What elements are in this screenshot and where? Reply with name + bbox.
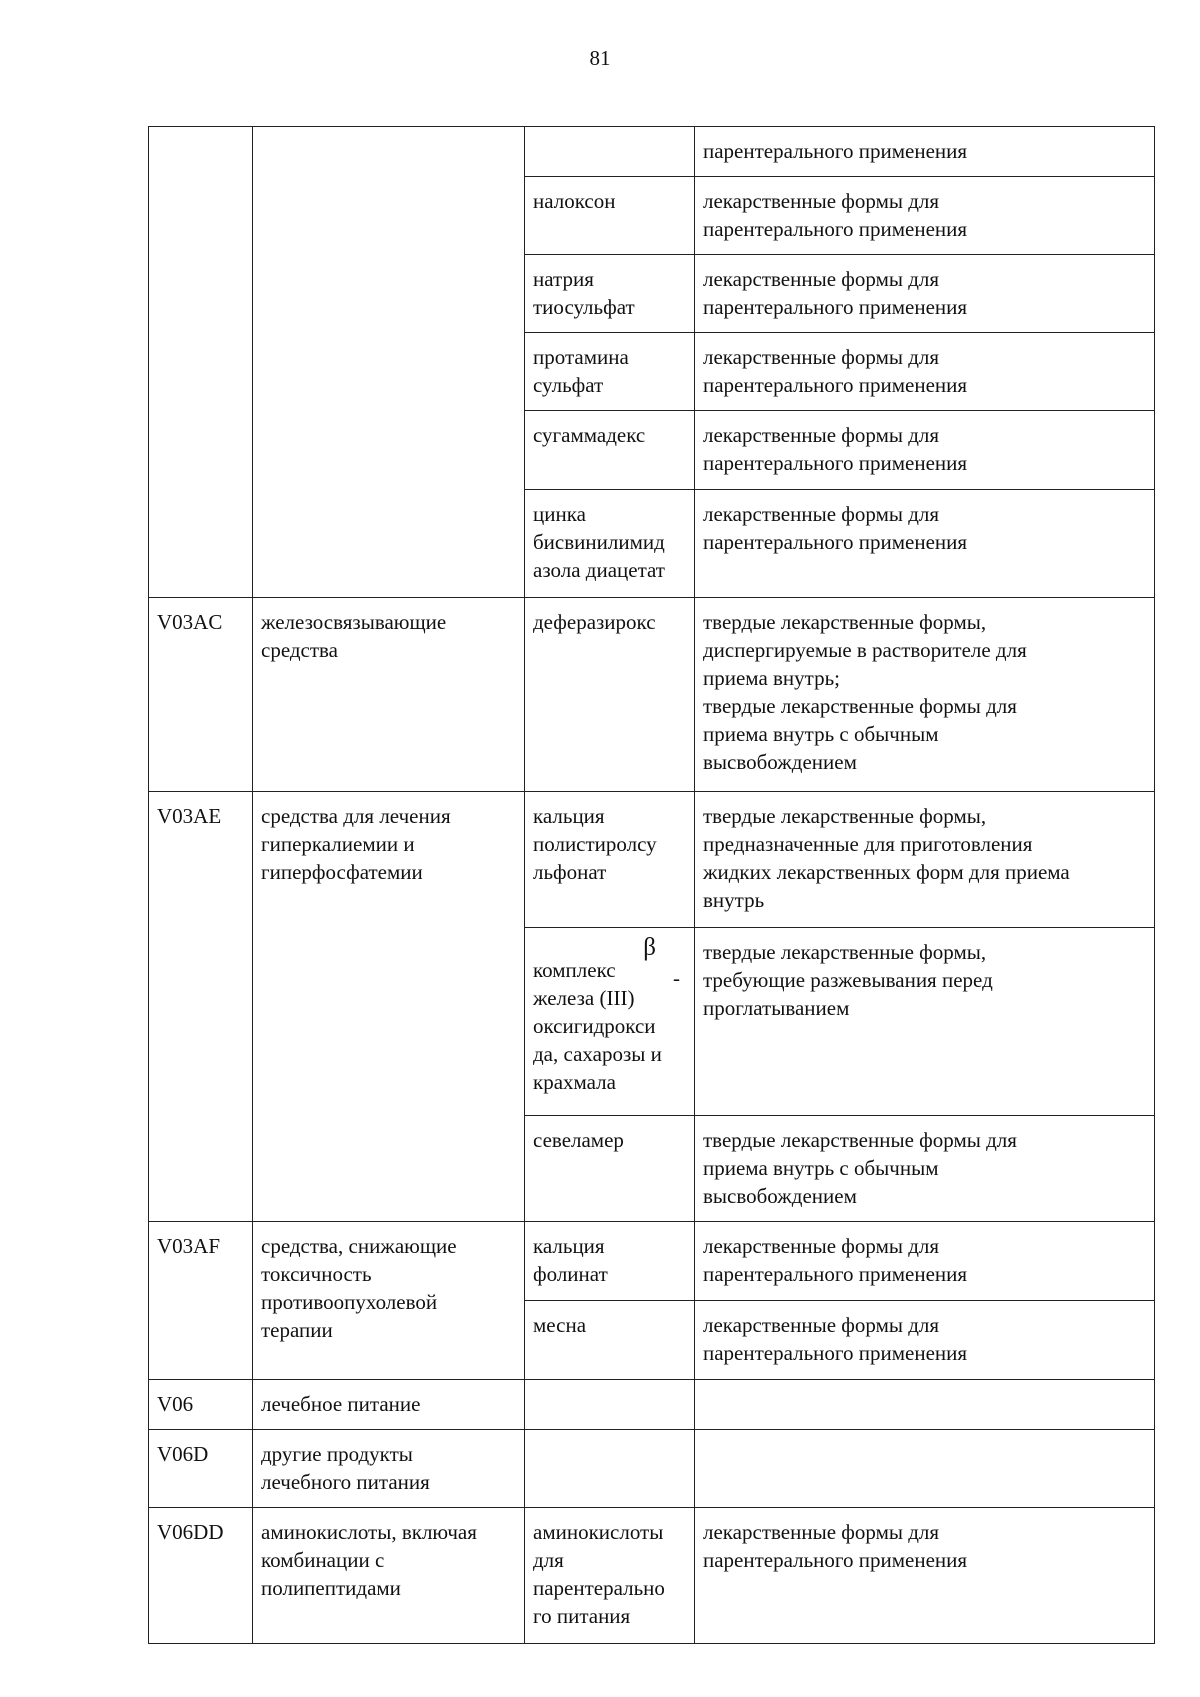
form-cell: лекарственные формы для парентерального применения: [695, 1508, 1155, 1644]
code-cell: V06D: [149, 1430, 253, 1508]
drug-cell: протамина сульфат: [525, 333, 695, 411]
beta-dash: -: [673, 966, 680, 990]
drug-cell: налоксон: [525, 177, 695, 255]
group-cell: аминокислоты, включая комбинации с полипептидами: [253, 1508, 525, 1644]
drug-cell: [525, 1380, 695, 1430]
drug-cell: аминокислоты для парентерально го питания: [525, 1508, 695, 1644]
form-cell: лекарственные формы для парентерального применения: [695, 333, 1155, 411]
code-cell: V03AE: [149, 792, 253, 1222]
drug-cell: севеламер: [525, 1116, 695, 1222]
drug-cell: месна: [525, 1301, 695, 1380]
group-cell: железосвязывающие средства: [253, 598, 525, 792]
drug-cell: деферазирокс: [525, 598, 695, 792]
drug-cell: [525, 1430, 695, 1508]
code-cell: V03AC: [149, 598, 253, 792]
form-cell: твердые лекарственные формы для приема внутрь с обычным высвобождением: [695, 1116, 1155, 1222]
table-row: [149, 1430, 1155, 1508]
table-row: [149, 1380, 1155, 1430]
form-cell: лекарственные формы для парентерального применения: [695, 411, 1155, 490]
table-row: [149, 792, 1155, 928]
drug-cell: цинка бисвинилимид азола диацетат: [525, 490, 695, 598]
beta-symbol: β: [643, 934, 656, 961]
form-cell: твердые лекарственные формы, диспергируемые в растворителе для приема внутрь; твердые лекарственные формы для приема внутрь с обычным высвобождением: [695, 598, 1155, 792]
code-cell: V06DD: [149, 1508, 253, 1644]
form-cell: лекарственные формы для парентерального применения: [695, 255, 1155, 333]
group-cell: лечебное питание: [253, 1380, 525, 1430]
drug-cell: кальция фолинат: [525, 1222, 695, 1301]
drug-cell: сугаммадекс: [525, 411, 695, 490]
form-cell: лекарственные формы для парентерального применения: [695, 1301, 1155, 1380]
form-cell: твердые лекарственные формы, требующие разжевывания перед проглатыванием: [695, 928, 1155, 1116]
drug-cell: [525, 127, 695, 177]
code-cell: V03AF: [149, 1222, 253, 1380]
drug-name: комплекс железа (III) оксигидрокси да, сахарозы и крахмала: [533, 958, 662, 1094]
page-number: 81: [589, 46, 611, 70]
group-cell: средства, снижающие токсичность противоопухолевой терапии: [253, 1222, 525, 1380]
form-cell: лекарственные формы для парентерального применения: [695, 490, 1155, 598]
drug-cell: натрия тиосульфат: [525, 255, 695, 333]
table-row: [149, 1222, 1155, 1301]
code-cell: V06: [149, 1380, 253, 1430]
code-cell: [149, 127, 253, 598]
drug-cell: кальция полистиролсу льфонат: [525, 792, 695, 928]
table-row: [149, 127, 1155, 177]
form-cell: лекарственные формы для парентерального применения: [695, 177, 1155, 255]
table-row: [149, 598, 1155, 792]
group-cell: [253, 127, 525, 598]
form-cell: парентерального применения: [695, 127, 1155, 177]
form-cell: [695, 1380, 1155, 1430]
drug-cell: [525, 928, 695, 1116]
form-cell: твердые лекарственные формы, предназначенные для приготовления жидких лекарственных форм для приема внутрь: [695, 792, 1155, 928]
table-row: [149, 1508, 1155, 1644]
form-cell: [695, 1430, 1155, 1508]
form-cell: лекарственные формы для парентерального применения: [695, 1222, 1155, 1301]
drug-table: [148, 126, 1155, 1644]
group-cell: другие продукты лечебного питания: [253, 1430, 525, 1508]
group-cell: средства для лечения гиперкалиемии и гиперфосфатемии: [253, 792, 525, 1222]
